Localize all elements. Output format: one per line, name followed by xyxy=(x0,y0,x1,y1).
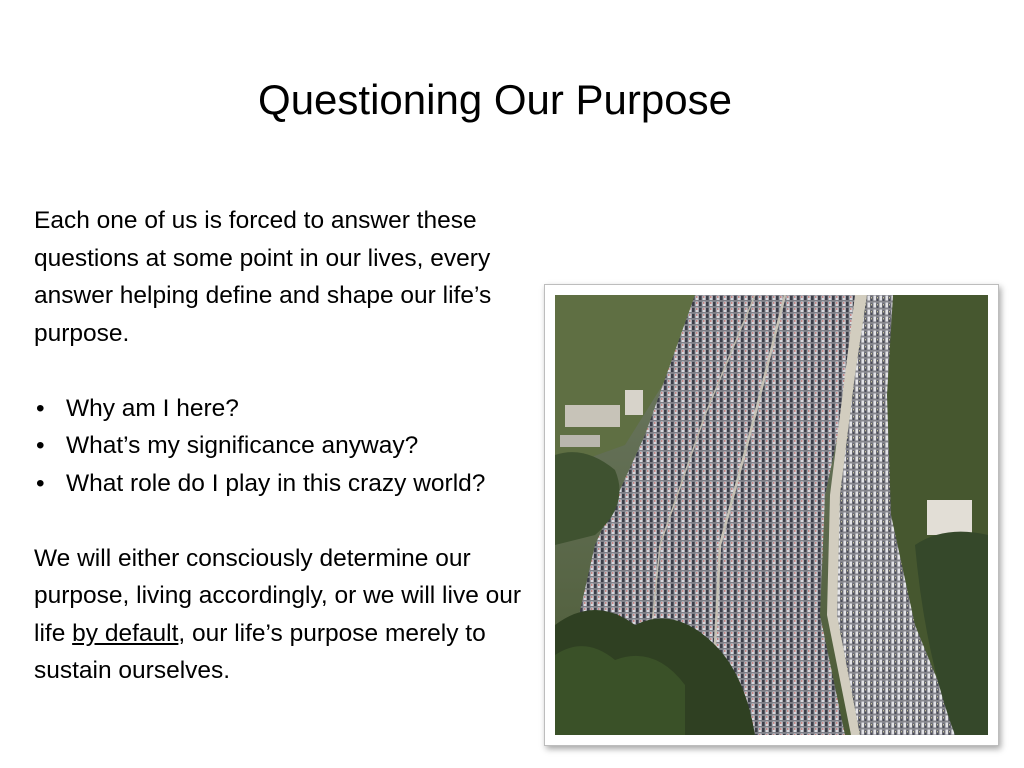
building xyxy=(625,390,643,415)
question-text: What role do I play in this crazy world? xyxy=(66,469,486,497)
question-text: What’s my significance anyway? xyxy=(66,432,419,459)
highway-photo-frame xyxy=(544,284,999,746)
closing-text-end: , our life’s purpose merely to sustain ourselves. xyxy=(34,619,486,684)
slide-body xyxy=(34,202,524,690)
bullet-icon: • xyxy=(36,432,45,459)
bullet-icon: • xyxy=(36,394,45,422)
paragraph-spacer xyxy=(34,352,524,390)
highway-illustration xyxy=(555,295,988,735)
slide-title: Questioning Our Purpose xyxy=(258,76,732,123)
list-item xyxy=(34,390,524,428)
closing-text-underlined: by default xyxy=(72,619,179,647)
closing-paragraph xyxy=(34,540,524,690)
bullet-icon: • xyxy=(36,469,45,497)
paragraph-spacer xyxy=(34,502,524,540)
building xyxy=(560,435,600,447)
building xyxy=(927,500,972,535)
highway-traffic-photo xyxy=(555,295,988,735)
question-text: Why am I here? xyxy=(66,394,239,422)
list-item xyxy=(34,465,524,503)
closing-text-start: We will either consciously determine our purpose, living accordingly, or we will live our life xyxy=(34,544,522,647)
intro-paragraph: Each one of us is forced to answer these questions at some point in our lives, every answer helping define and shape our life’s purpose. xyxy=(34,207,492,347)
building xyxy=(565,405,620,427)
question-list xyxy=(34,390,524,503)
list-item xyxy=(34,427,524,465)
